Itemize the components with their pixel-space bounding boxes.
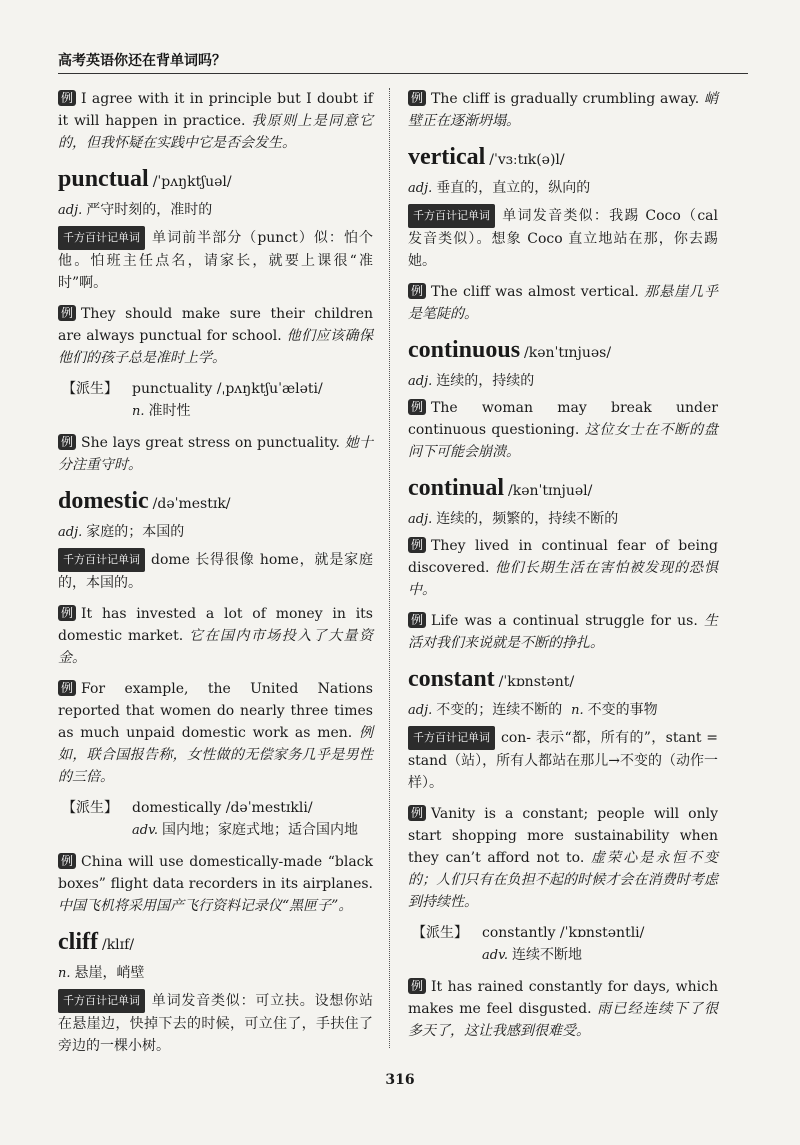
example-sentence: 例 Vanity is a constant; people will only start shopping more sustainability when they can’t afford not to. 虚荣心是永恒不变的；人们只有在负担不起的时候才会在消费时考虑到持续性。 — [408, 806, 719, 910]
example-sentence: 例 It has invested a lot of money in its domestic market. 它在国内市场投入了大量资金。 — [58, 606, 373, 666]
book-title: 高考英语你还在背单词吗？ — [58, 53, 226, 69]
definition: adj. 不变的；连续不断的 n. 不变的事物 — [408, 702, 658, 718]
example-sentence: 例 China will use domestically-made “black boxes” flight data recorders in its airplanes. 中国飞机将采用国产飞行资料记录仪“黑匣子”。 — [58, 854, 373, 914]
entry-headword-vertical: vertical /ˈvɜːtɪk(ə)l/ — [408, 144, 565, 170]
derived-form: 【派生】 domestically /dəˈmestɪkli/ adv. 国内地；家庭式地；适合国内地 — [62, 800, 359, 838]
page-number: 316 — [385, 1072, 415, 1088]
memory-tip: 千方百计记单词 dome 长得很像 home，就是家庭的，本国的。 — [58, 548, 373, 594]
definition: adj. 连续的，频繁的，持续不断的 — [408, 511, 619, 527]
memory-label: 千方百计记单词 — [58, 226, 145, 250]
definition: adj. 垂直的，直立的，纵向的 — [408, 180, 591, 196]
left-column — [58, 88, 373, 1066]
example-sentence: 例 She lays great stress on punctuality. 她十分注重守时。 — [58, 435, 374, 473]
example-sentence: 例 The cliff was almost vertical. 那悬崖几乎是笔陡的。 — [408, 284, 719, 322]
example-sentence: 例 It has rained constantly for days, which makes me feel disgusted. 雨已经连续下了很多天了，这让我感到很难受。 — [408, 979, 719, 1039]
entry-headword-cliff: cliff /klɪf/ — [58, 929, 135, 955]
memory-tip: 千方百计记单词 单词发音类似：我踢 Coco（cal 发音类似）。想象 Coco 直立地站在那，你去踢她。 — [408, 204, 718, 272]
memory-tip: 千方百计记单词 单词前半部分（punct）似：怕个他。怕班主任点名，请家长，就要上课很“准时”啊。 — [58, 226, 373, 294]
entry-headword-continual: continual /kənˈtɪnjuəl/ — [408, 475, 593, 501]
definition: adj. 家庭的；本国的 — [58, 524, 185, 540]
definition: n. 悬崖，峭壁 — [58, 965, 145, 981]
page-header — [58, 44, 748, 70]
example-sentence: 例 The woman may break under continuous questioning. 这位女士在不断的盘问下可能会崩溃。 — [408, 400, 719, 460]
definition: adj. 连续的，持续的 — [408, 373, 535, 389]
example-label: 例 — [58, 90, 76, 106]
header-rule — [58, 73, 748, 74]
derived-form: 【派生】 constantly /ˈkɒnstəntli/ adv. 连续不断地 — [412, 925, 645, 963]
entry-headword-constant: constant /ˈkɒnstənt/ — [408, 666, 575, 692]
entry-headword-domestic: domestic /dəˈmestɪk/ — [58, 488, 231, 514]
memory-tip: 千方百计记单词 单词发音类似：可立扶。设想你站在悬崖边，快掉下去的时候，可立住了，手扶住了旁边的一棵小树。 — [58, 989, 373, 1057]
column-divider — [389, 88, 390, 1048]
example-sentence: 例 They should make sure their children are always punctual for school. 他们应该确保他们的孩子总是准时上学。 — [58, 306, 374, 366]
example-sentence: 例 For example, the United Nations reported that women do nearly three times as much unpaid domestic work as men. 例如，联合国报告称，女性做的无偿家务几乎是男性的三倍。 — [58, 681, 374, 785]
entry-headword-continuous: continuous /kənˈtɪnjuəs/ — [408, 337, 612, 363]
example-sentence: 例 Life was a continual struggle for us. 生活对我们来说就是不断的挣扎。 — [408, 613, 718, 651]
derived-label: 【派生】 — [62, 381, 118, 397]
right-column — [408, 88, 718, 1051]
derived-form: 【派生】 punctuality /ˌpʌŋktʃuˈæləti/ n. 准时性 — [62, 378, 373, 423]
example-sentence: 例 The cliff is gradually crumbling away. 峭壁正在逐渐坍塌。 — [408, 91, 718, 129]
entry-headword-punctual: punctual /ˈpʌŋktʃuəl/ — [58, 166, 232, 192]
example-sentence: 例 They lived in continual fear of being discovered. 他们长期生活在害怕被发现的恐惧中。 — [408, 538, 718, 598]
memory-tip: 千方百计记单词 con- 表示“都，所有的”，stant = stand（站），所有人都站在那儿→不变的（动作一样）。 — [408, 726, 718, 794]
example-sentence: 例 I agree with it in principle but I doubt if it will happen in practice. 我原则上是同意它的，但我怀疑在实践中它是否会发生。 — [58, 91, 374, 151]
definition: adj. 严守时刻的，准时的 — [58, 202, 213, 218]
